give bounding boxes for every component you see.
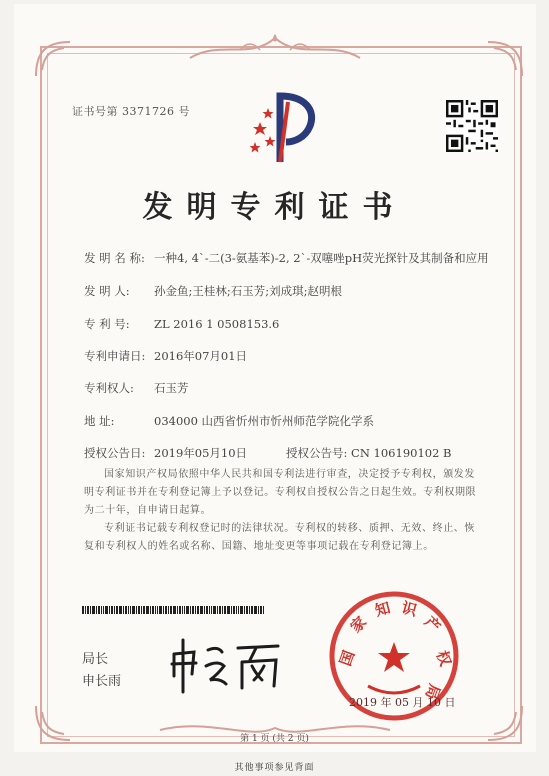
corner-ornament-tl (30, 36, 76, 82)
qr-code (446, 100, 498, 152)
corner-ornament-tr (482, 36, 528, 82)
svg-text:家: 家 (346, 612, 371, 637)
footer-note: 其他事项参见背面 (234, 763, 315, 773)
field-value: CN 106190102 B (351, 446, 452, 460)
cert-no-value: 3371726 (122, 105, 175, 118)
field-label: 发 明 人: (84, 284, 130, 298)
field-value: 一种4, 4`-二(3-氨基苯)-2, 2`-双噻唑pH荧光探针及其制备和应用 (154, 251, 489, 265)
field-value: ZL 2016 1 0508153.6 (154, 317, 280, 331)
field-label: 专利权人: (84, 381, 134, 395)
field-label: 专利申请日: (84, 349, 146, 363)
svg-text:国: 国 (336, 648, 359, 669)
field-invention-name (84, 250, 489, 266)
page-number: 第 1 页 (共 2 页) (240, 734, 309, 744)
field-patent-number (84, 316, 279, 332)
legal-note: 专利证书记载专利权登记时的法律状况。专利权的转移、质押、无效、终止、恢复和专利权人的姓名或名称、国籍、地址变更等事项记载在专利登记簿上。 (84, 523, 475, 552)
grant-statement: 国家知识产权局依照中华人民共和国专利法进行审查，决定授予专利权，颁发发明专利证书并在专利登记簿上予以登记。专利权自授权公告之日起生效。专利权期限为二十年，自申请日起算。 (84, 469, 477, 516)
field-value: 2019年05月10日 (154, 446, 248, 460)
svg-text:局: 局 (421, 681, 444, 702)
cnipa-logo-icon (250, 92, 316, 166)
field-value: 2016年07月01日 (154, 349, 248, 363)
field-label: 授权公告号: (286, 446, 348, 460)
cert-no-label: 证书号第 (72, 105, 118, 118)
field-application-date (84, 348, 247, 364)
handwritten-signature (168, 636, 284, 694)
field-label: 发 明 名 称: (84, 251, 145, 265)
svg-text:识: 识 (399, 598, 419, 620)
field-patentee (84, 380, 189, 396)
certificate-number (72, 103, 190, 119)
top-ornament (180, 30, 370, 70)
svg-text:产: 产 (420, 612, 445, 637)
field-announce-number (286, 445, 452, 461)
field-value: 孙金鱼;王桂林;石玉芳;刘成琪;赵明根 (154, 284, 342, 298)
field-value: 石玉芳 (154, 381, 189, 395)
seal-date: 2019 年 05 月 10 日 (349, 696, 456, 709)
signature-name: 申长雨 (82, 674, 122, 689)
svg-text:知: 知 (373, 598, 393, 620)
signature-title: 局长 (82, 652, 109, 667)
field-inventors (84, 283, 342, 299)
field-value: 034000 山西省忻州市忻州师范学院化学系 (154, 414, 375, 428)
barcode (82, 606, 264, 614)
page-title: 发明专利证书 (142, 190, 407, 225)
svg-text:权: 权 (432, 648, 455, 669)
cert-no-suffix: 号 (178, 105, 190, 118)
field-address (84, 413, 374, 429)
field-label: 地 址: (84, 414, 115, 428)
field-label: 授权公告日: (84, 446, 146, 460)
field-grant-date (84, 445, 247, 461)
field-label: 专 利 号: (84, 317, 130, 331)
